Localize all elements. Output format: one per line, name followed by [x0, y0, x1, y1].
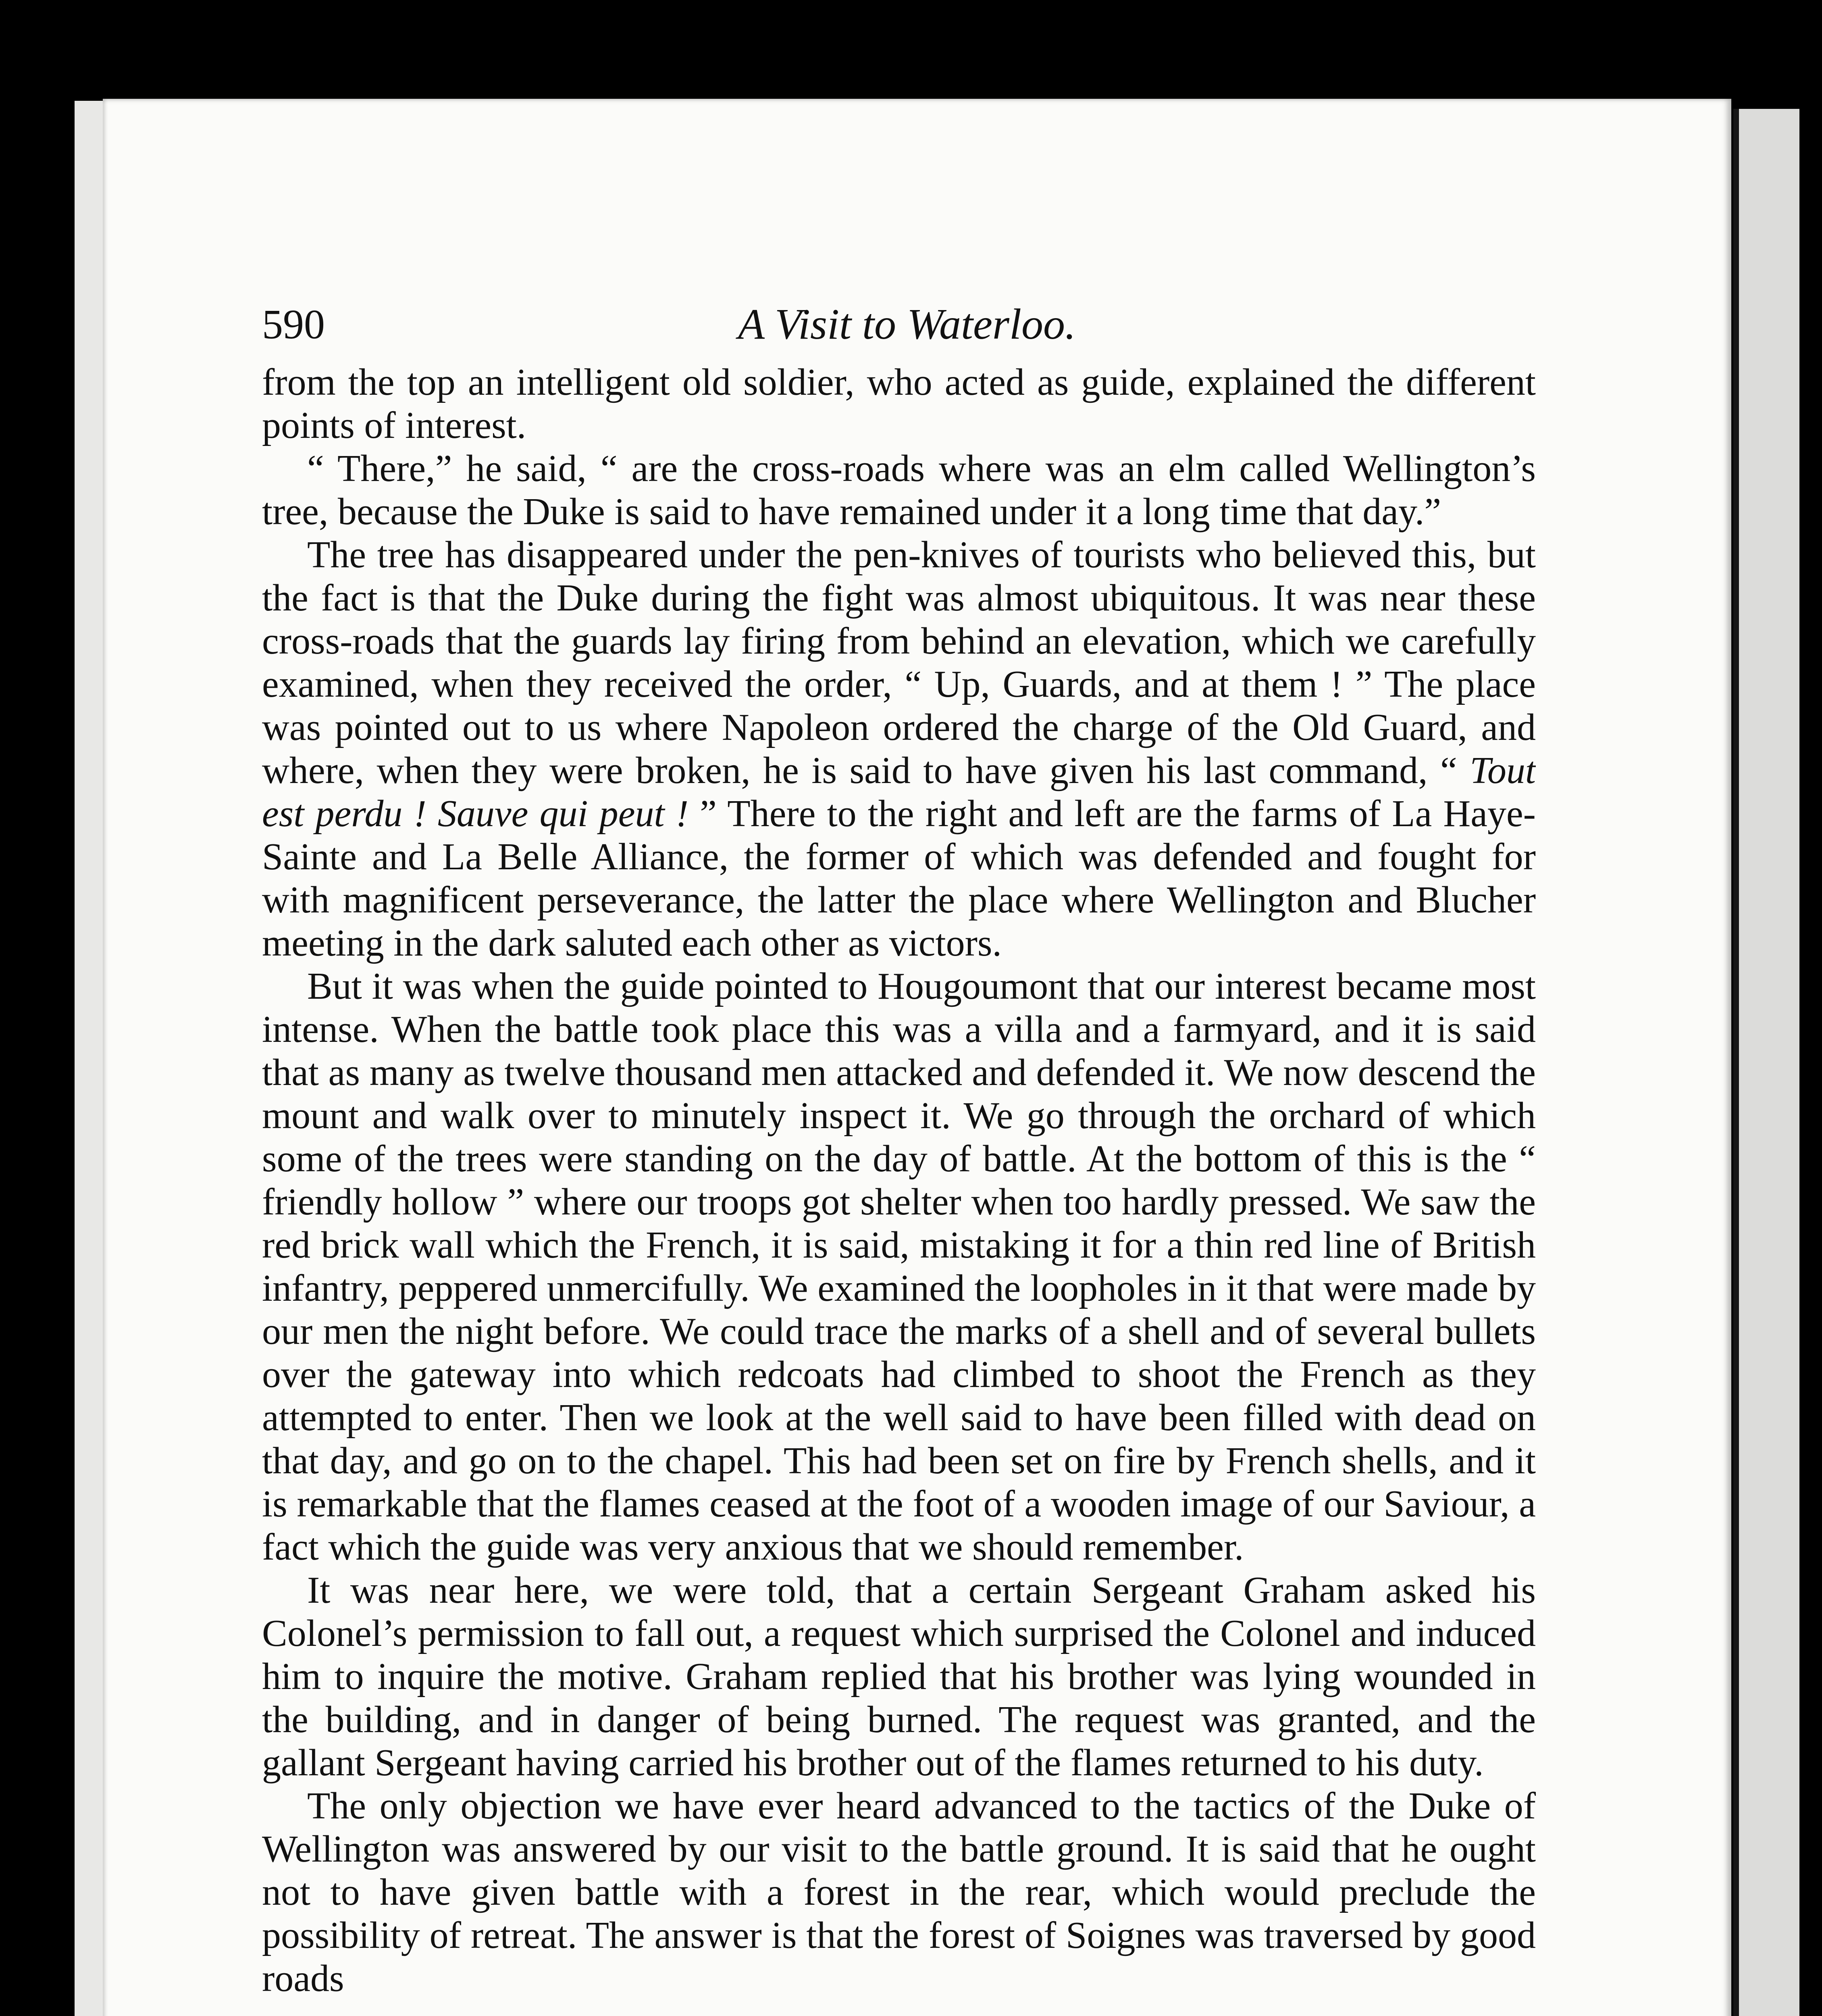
running-head — [262, 298, 1552, 351]
underlying-page-edge — [75, 101, 105, 2016]
paragraph-3-french-quote: Tout est perdu ! Sauve qui peut ! — [262, 750, 1536, 835]
paragraph-5: It was near here, we were told, that a certain Sergeant Graham asked his Colonel’s permission to fall out, a request which surprised the Colonel and induced him to inquire the motive. Graham replied that his brother was lying wounded in the building, and in danger of being burned. The request was granted, and the gallant Sergeant having carried his brother out of the flames returned to his duty. — [262, 1569, 1536, 1784]
paragraph-3 — [262, 533, 1536, 965]
running-title: A Visit to Waterloo. — [738, 300, 1076, 348]
paragraph-6: The only objection we have ever heard advanced to the tactics of the Duke of Wellington was answered by our visit to the battle ground. It is said that he ought not to have given battle with a forest in the rear, which would preclude the possibility of retreat. The answer is that the forest of Soignes was traversed by good roads — [262, 1785, 1536, 1999]
paragraph-4: But it was when the guide pointed to Hougoumont that our interest became most intense. When the battle took place this was a villa and a farmyard, and it is said that as many as twelve thousand men attacked and defended it. We now descend the mount and walk over to minutely inspect it. We go through the orchard of which some of the trees were standing on the day of battle. At the bottom of this is the “ friendly hollow ” where our troops got shelter when too hardly pressed. We saw the red brick wall which the French, it is said, mistaking it for a thin red line of British infantry, peppered unmercifully. We examined the loopholes in it that were made by our men the night before. We could trace the marks of a shell and of several bullets over the gateway into which redcoats had climbed to shoot the French as they attempted to enter. Then we look at the well said to have been filled with dead on that day, and go on to the chapel. This had been set on fire by French shells, and it is remarkable that the flames ceased at the foot of a wooden image of our Saviour, a fact which the guide was very anxious that we should remember. — [262, 965, 1536, 1568]
body-text — [262, 361, 1536, 2016]
facing-page-edge — [1733, 109, 1799, 2016]
paragraph-2: “ There,” he said, “ are the cross-roads where was an elm called Wellington’s tree, because the Duke is said to have remained under it a long time that day.” — [262, 448, 1536, 533]
paragraph-1: from the top an intelligent old soldier, who acted as guide, explained the different points of interest. — [262, 361, 1536, 446]
paragraph-3-text-cont: ” There to the right and left are the farms of La Haye-Sainte and La Belle Alliance, the former of which was defended and fought for with magnificent perseverance, the latter the place where Wellington and Blucher meeting in the dark saluted each other as victors. — [262, 793, 1536, 964]
page-number: 590 — [262, 301, 325, 348]
paragraph-3-text: The tree has disappeared under the pen-knives of tourists who believed this, but the fact is that the Duke during the fight was almost ubiquitous. It was near these cross-roads that the guards lay firing from behind an elevation, which we carefully examined, when they received the order, “ Up, Guards, and at them ! ” The place was pointed out to us where Napoleon ordered the charge of the Old Guard, and where, when they were broken, he is said to have given his last command, “ — [262, 534, 1536, 791]
